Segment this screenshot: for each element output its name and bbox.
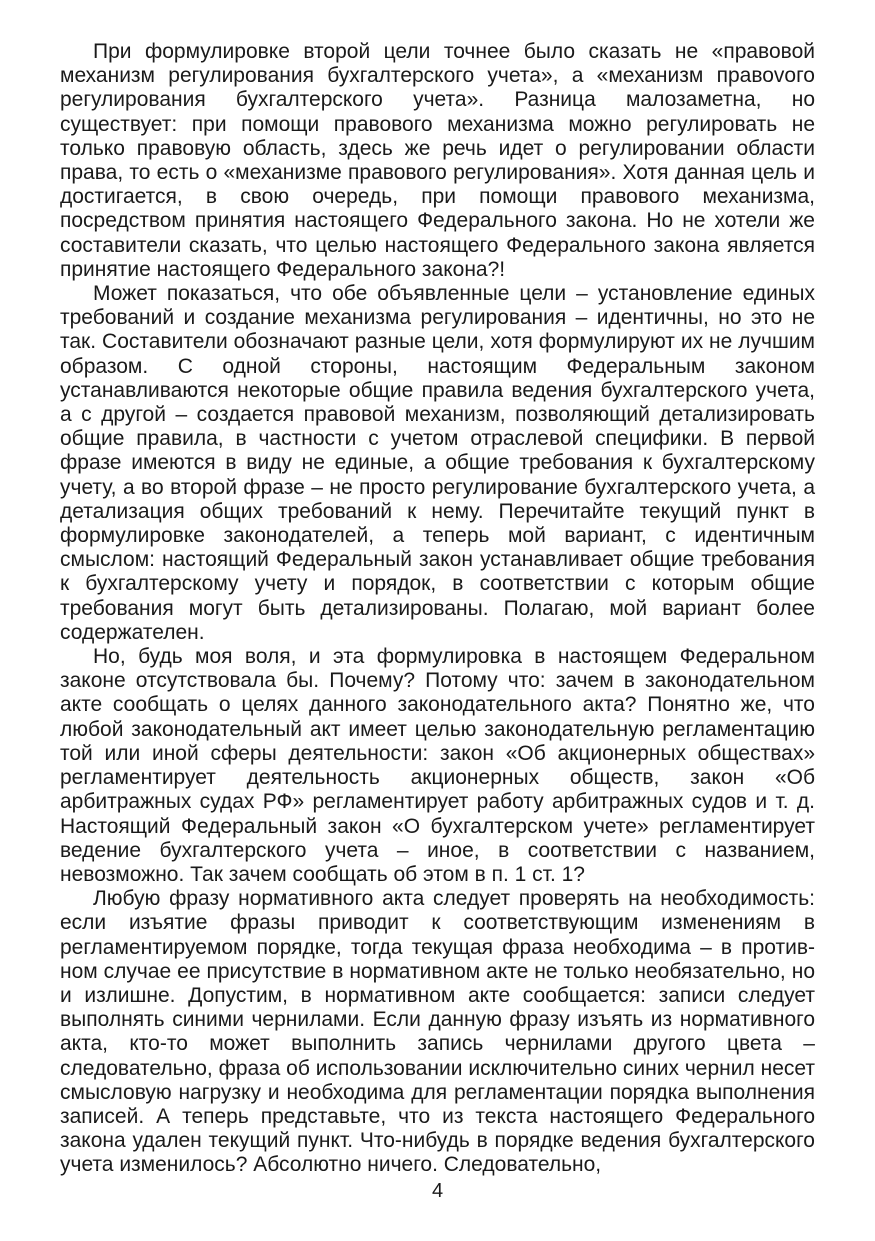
paragraph-4: Любую фразу нормативного акта следует проверять на необходимость: если изъятие фразы приводит к соответствующим изменениям в регламентируемом порядке, тогда текущая фраза необходима – в противном случае ее присутствие в нормативном акте не только необязательно, но и излишне. Допустим, в нормативном акте сообщается: записи следует выполнять синими чернилами. Если данную фразу изъять из нормативного акта, кто-то может выполнить запись чернилами другого цвета – следовательно, фраза об использовании исключительно синих чернил несет смысловую нагрузку и необходима для регламентации порядка выполнения записей. А теперь представьте, что из текста настоящего Федерального закона удален текущий пункт. Что-нибудь в порядке ведения бухгалтерского учета изменилось? Абсолютно ничего. Следовательно, [60, 887, 815, 1177]
page-number: 4 [431, 1180, 444, 1202]
paragraph-2: Может показаться, что обе объявленные цели – установление единых требований и создание механизма регулирования – идентичны, но это не так. Составители обозначают разные цели, хотя формулируют их не лучшим образом. С одной стороны, настоящим Федеральным законом устанавливаются некоторые общие правила ведения бухгалтерского учета, а с другой – создается правовой механизм, позволяющий детализировать общие правила, в частности с учетом отраслевой специфики. В первой фразе имеются в виду не единые, а общие требования к бухгалтерскому учету, а во второй фразе – не просто регулирование бухгалтерского учета, а детализация общих требований к нему. Перечитайте текущий пункт в формулировке законодателей, а теперь мой вариант, с идентичным смыслом: настоящий Федеральный закон устанавливает общие требования к бухгалтерскому учету и порядок, в соответствии с которым общие требования могут быть детализированы. Полагаю, мой вариант более содержателен. [60, 282, 815, 644]
paragraph-3: Но, будь моя воля, и эта формулировка в настоящем Федеральном законе отсутствовала бы. Почему? Потому что: зачем в законодательном акте сообщать о целях данного законодательного акта? Понятно же, что любой законодательный акт имеет целью законодательную регламентацию той или иной сферы деятельности: закон «Об акционерных обществах» регламентирует деятельность акционерных обществ, закон «Об арбитражных судах РФ» регламентирует работу арбитражных судов и т. д. Настоящий Федеральный закон «О бухгалтерском учете» регламентирует ведение бухгалтерского учета – иное, в соответствии с названием, невозможно. Так зачем сообщать об этом в п. 1 ст. 1? [60, 645, 815, 886]
page-body [60, 40, 815, 1178]
paragraph-1: При формулировке второй цели точнее было сказать не «правовой механизм регулирования бухгалтерского учета», а «механизм правоvого регулирования бухгалтерского учета». Разница малозаметна, но существует: при помощи правового механизма можно регулировать не только правовую область, здесь же речь идет о регулировании области права, то есть о «механизме правового регулирования». Хотя данная цель и достигается, в свою очередь, при помощи правового механизма, посредством принятия настоящего Федерального закона. Но не хотели же составители сказать, что целью настоящего Федерального закона является принятие настоящего Федерального закона?! [60, 40, 815, 281]
